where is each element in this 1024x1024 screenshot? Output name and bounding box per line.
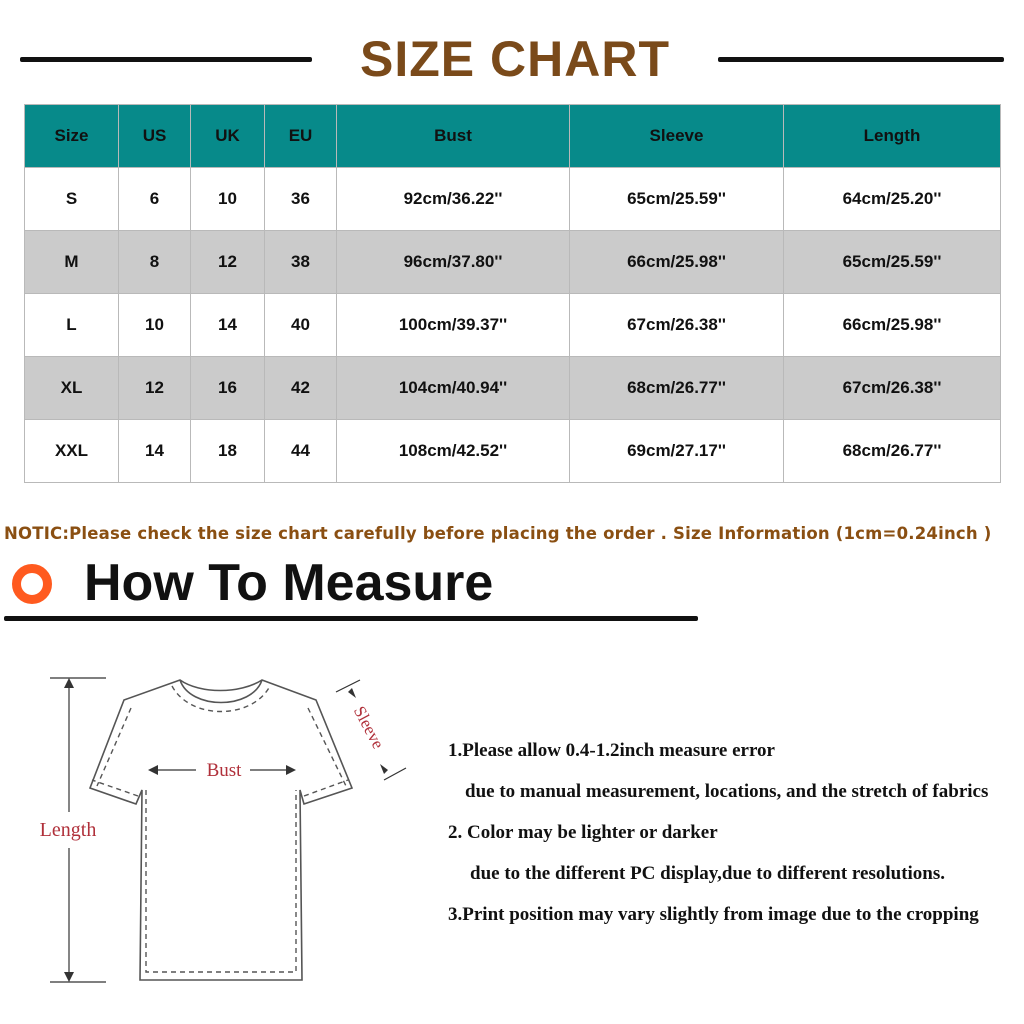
cell-length: 64cm/25.20'' bbox=[784, 168, 1001, 231]
cell-size: S bbox=[25, 168, 119, 231]
title-rule-right bbox=[718, 57, 1004, 62]
measure-rule bbox=[4, 616, 698, 621]
title-rule-left bbox=[20, 57, 312, 62]
table-row bbox=[25, 294, 1001, 357]
cell-size: L bbox=[25, 294, 119, 357]
cell-bust: 108cm/42.52'' bbox=[337, 420, 570, 483]
cell-sleeve: 66cm/25.98'' bbox=[570, 231, 784, 294]
header-uk: UK bbox=[191, 105, 265, 168]
cell-length: 67cm/26.38'' bbox=[784, 357, 1001, 420]
tshirt-icon bbox=[90, 680, 352, 980]
note-line: due to manual measurement, locations, and the stretch of fabrics bbox=[465, 781, 989, 802]
sleeve-label: Sleeve bbox=[349, 702, 388, 752]
cell-uk: 12 bbox=[191, 231, 265, 294]
note-line: 2. Color may be lighter or darker bbox=[448, 822, 718, 843]
cell-size: XL bbox=[25, 357, 119, 420]
cell-us: 6 bbox=[119, 168, 191, 231]
size-notice: NOTIC:Please check the size chart carefully before placing the order . Size Information (1cm=0.24inch ) bbox=[4, 524, 992, 543]
size-chart-header bbox=[0, 28, 1024, 90]
table-header-row bbox=[25, 105, 1001, 168]
bust-label: Bust bbox=[206, 760, 242, 781]
cell-us: 10 bbox=[119, 294, 191, 357]
page-title: SIZE CHART bbox=[360, 31, 670, 87]
header-bust: Bust bbox=[337, 105, 570, 168]
size-table bbox=[24, 104, 1001, 483]
header-size: Size bbox=[25, 105, 119, 168]
cell-bust: 104cm/40.94'' bbox=[337, 357, 570, 420]
measure-header bbox=[0, 550, 1024, 630]
cell-bust: 92cm/36.22'' bbox=[337, 168, 570, 231]
header-sleeve: Sleeve bbox=[570, 105, 784, 168]
table-row bbox=[25, 168, 1001, 231]
cell-bust: 100cm/39.37'' bbox=[337, 294, 570, 357]
cell-eu: 40 bbox=[265, 294, 337, 357]
table-row bbox=[25, 357, 1001, 420]
table-row bbox=[25, 420, 1001, 483]
cell-eu: 44 bbox=[265, 420, 337, 483]
cell-bust: 96cm/37.80'' bbox=[337, 231, 570, 294]
header-us: US bbox=[119, 105, 191, 168]
cell-eu: 36 bbox=[265, 168, 337, 231]
header-length: Length bbox=[784, 105, 1001, 168]
note-line: due to the different PC display,due to different resolutions. bbox=[470, 863, 946, 884]
circle-bullet-icon bbox=[12, 564, 52, 604]
table-row bbox=[25, 231, 1001, 294]
measure-title: How To Measure bbox=[84, 554, 494, 612]
cell-sleeve: 65cm/25.59'' bbox=[570, 168, 784, 231]
cell-uk: 10 bbox=[191, 168, 265, 231]
cell-uk: 14 bbox=[191, 294, 265, 357]
note-line: 1.Please allow 0.4-1.2inch measure error bbox=[448, 740, 775, 761]
cell-sleeve: 69cm/27.17'' bbox=[570, 420, 784, 483]
cell-size: XXL bbox=[25, 420, 119, 483]
cell-length: 66cm/25.98'' bbox=[784, 294, 1001, 357]
cell-us: 14 bbox=[119, 420, 191, 483]
cell-uk: 16 bbox=[191, 357, 265, 420]
header-eu: EU bbox=[265, 105, 337, 168]
cell-eu: 38 bbox=[265, 231, 337, 294]
note-line: 3.Print position may vary slightly from image due to the cropping bbox=[448, 904, 979, 925]
cell-uk: 18 bbox=[191, 420, 265, 483]
cell-eu: 42 bbox=[265, 357, 337, 420]
cell-us: 12 bbox=[119, 357, 191, 420]
cell-sleeve: 67cm/26.38'' bbox=[570, 294, 784, 357]
tshirt-diagram bbox=[0, 640, 440, 1024]
cell-length: 68cm/26.77'' bbox=[784, 420, 1001, 483]
cell-size: M bbox=[25, 231, 119, 294]
cell-us: 8 bbox=[119, 231, 191, 294]
cell-sleeve: 68cm/26.77'' bbox=[570, 357, 784, 420]
length-label: Length bbox=[39, 819, 97, 841]
cell-length: 65cm/25.59'' bbox=[784, 231, 1001, 294]
